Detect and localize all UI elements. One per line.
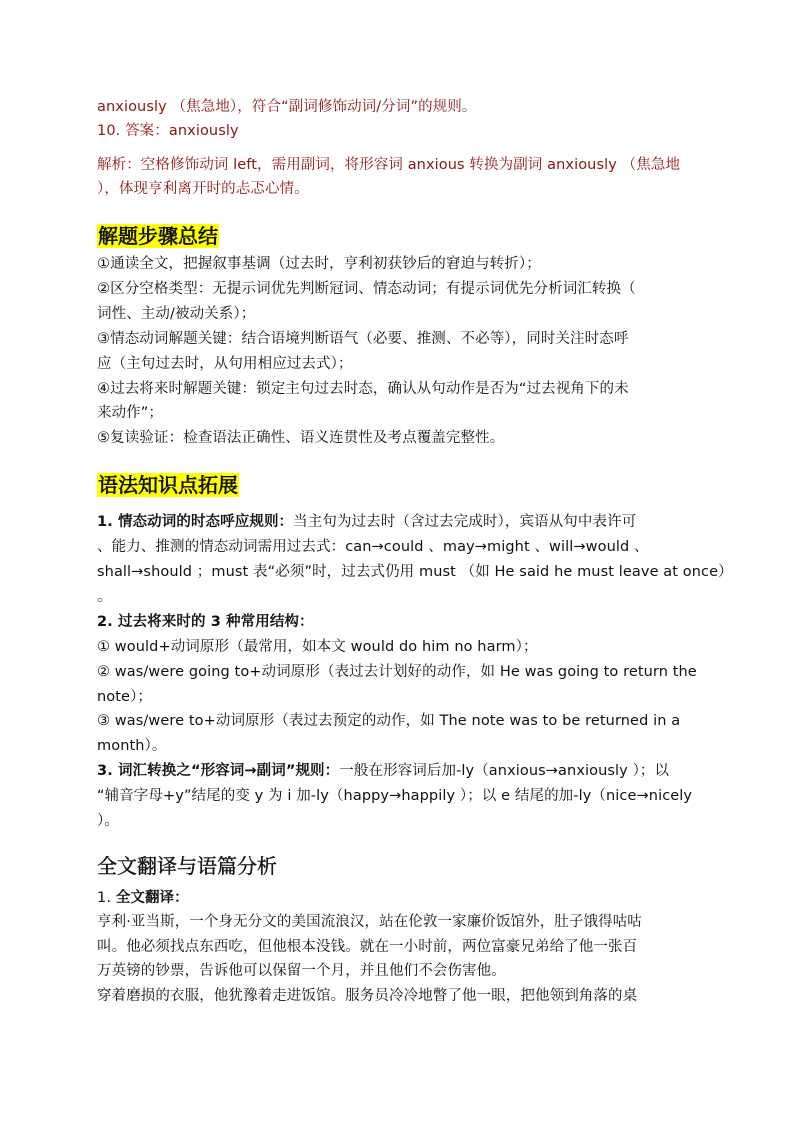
translation-line: 亨利·亚当斯，一个身无分文的美国流浪汉，站在伦敦一家廉价饭馆外，肚子饿得咕咕: [97, 914, 642, 930]
steps-heading: 解题步骤总结: [98, 224, 218, 248]
translation-line: 穿着磨损的衣服，他犹豫着走进饭馆。服务员冷冷地瞥了他一眼，把他领到角落的桌: [97, 988, 638, 1004]
point-title: 1. 情态动词的时态呼应规则：: [97, 514, 294, 530]
grammar-line: month）。: [97, 738, 167, 754]
step-line: 应（主句过去时，从句用相应过去式）；: [97, 356, 353, 372]
point-text: 一般在形容词后加-ly（anxious→anxiously ）；以: [339, 763, 670, 779]
analysis-line: anxiously （焦急地），符合“副词修饰动词/分词”的规则。: [97, 99, 477, 115]
translation-heading: 全文翻译与语篇分析: [97, 854, 277, 878]
sub-number: 1.: [97, 890, 116, 906]
step-line: 词性、主动/被动关系）；: [97, 306, 256, 322]
grammar-line: note）；: [97, 689, 153, 705]
grammar-heading: 语法知识点拓展: [98, 473, 238, 497]
step-line: ①通读全文，把握叙事基调（过去时，亨利初获钞后的窘迫与转折）；: [97, 256, 541, 272]
point-title: 2. 过去将来时的 3 种常用结构：: [97, 614, 314, 630]
grammar-line: 。: [97, 589, 112, 605]
step-line: ④过去将来时解题关键：锁定主句过去时态，确认从句动作是否为“过去视角下的未: [97, 381, 629, 397]
step-line: ②区分空格类型：无提示词优先判断冠词、情态动词；有提示词优先分析词汇转换（: [97, 281, 636, 297]
grammar-line: “辅音字母+y”结尾的变 y 为 i 加-ly（happy→happily ）；以 e 结尾的加-ly（nice→nicely: [97, 788, 693, 804]
translation-line: 万英镑的钞票，告诉他可以保留一个月，并且他们不会伤害他。: [97, 963, 506, 979]
explanation-line: ），体现亨利离开时的忐忑心情。: [97, 181, 309, 197]
grammar-line: ）。: [97, 813, 119, 829]
step-line: ⑤复读验证：检查语法正确性、语义连贯性及考点覆盖完整性。: [97, 430, 505, 446]
step-line: 来动作”；: [97, 405, 164, 421]
grammar-line: ② was/were going to+动词原形（表过去计划好的动作，如 He was going to return the: [97, 664, 697, 680]
grammar-line: [97, 760, 669, 782]
sub-title: 全文翻译：: [115, 890, 189, 906]
answer-10: 10. 答案：anxiously: [97, 123, 239, 139]
grammar-line: shall→should ；must 表“必须”时，过去式仍用 must （如 He said he must leave at once）: [97, 564, 733, 580]
section-heading: [97, 472, 239, 498]
step-line: ③情态动词解题关键：结合语境判断语气（必要、推测、不必等），同时关注时态呼: [97, 331, 629, 347]
translation-line: 叫。他必须找点东西吃，但他根本没钱。就在一小时前，两位富豪兄弟给了他一张百: [97, 939, 638, 955]
sub-heading: [97, 887, 189, 909]
grammar-line: [97, 511, 636, 533]
grammar-line: 、能力、推测的情态动词需用过去式：can→could 、may→might 、will→would 、: [97, 539, 649, 555]
section-heading: [97, 223, 219, 249]
grammar-line: ① would+动词原形（最常用，如本文 would do him no harm）；: [97, 639, 538, 655]
point-title: 3. 词汇转换之“形容词→副词”规则：: [97, 763, 340, 779]
explanation-line: 解析：空格修饰动词 left，需用副词，将形容词 anxious 转换为副词 anxiously （焦急地: [97, 157, 681, 173]
grammar-line: ③ was/were to+动词原形（表过去预定的动作，如 The note was to be returned in a: [97, 713, 681, 729]
point-text: 当主句为过去时（含过去完成时），宾语从句中表许可: [293, 514, 637, 530]
